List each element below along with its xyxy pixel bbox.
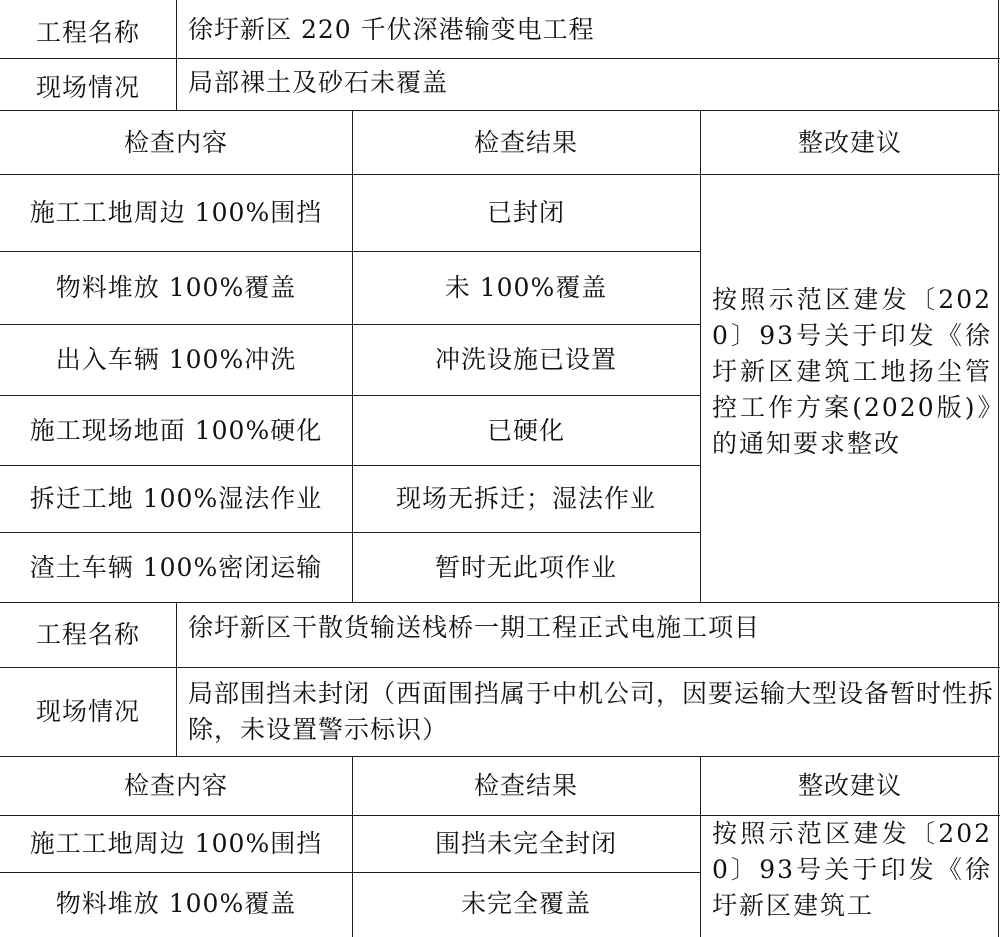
row-content: 施工工地周边 100%围挡 (29, 198, 323, 227)
situation-label: 现场情况 (35, 697, 140, 726)
situation-value: 局部裸土及砂石未覆盖 (188, 68, 449, 97)
situation-label: 现场情况 (35, 73, 140, 102)
header-advice: 整改建议 (797, 771, 902, 800)
row-result: 已硬化 (486, 416, 565, 445)
row-content: 施工工地周边 100%围挡 (29, 829, 323, 858)
row-content: 物料堆放 100%覆盖 (55, 889, 297, 918)
table-border (0, 395, 700, 396)
project-name-value: 徐圩新区干散货输送栈桥一期工程正式电施工项目 (188, 613, 761, 642)
header-check-result: 检查结果 (473, 771, 578, 800)
table-border (700, 110, 701, 602)
row-content: 施工现场地面 100%硬化 (29, 416, 323, 445)
table-border (352, 756, 353, 937)
table-border (352, 110, 353, 602)
table-border (176, 0, 177, 110)
table-border (0, 756, 1000, 757)
row-content: 出入车辆 100%冲洗 (55, 345, 297, 374)
table-border (0, 58, 1000, 59)
row-result: 暂时无此项作业 (434, 553, 617, 582)
row-content: 拆迁工地 100%湿法作业 (29, 484, 323, 513)
header-advice: 整改建议 (797, 128, 902, 157)
table-border (0, 815, 1000, 816)
row-result: 未完全覆盖 (460, 889, 591, 918)
header-check-content: 检查内容 (123, 771, 228, 800)
table-border (700, 756, 701, 937)
table-border (0, 110, 1000, 111)
advice-text: 按照示范区建发〔2020〕93号关于印发《徐圩新区建筑工 (712, 819, 992, 920)
project-name-label: 工程名称 (35, 18, 140, 47)
row-content: 物料堆放 100%覆盖 (55, 273, 297, 302)
row-result: 围挡未完全封闭 (434, 829, 617, 858)
project-name-value: 徐圩新区 220 千伏深港输变电工程 (188, 15, 595, 44)
project-name-label: 工程名称 (35, 620, 140, 649)
row-result: 冲洗设施已设置 (434, 345, 617, 374)
table-border (0, 465, 700, 466)
table-border (0, 324, 700, 325)
advice-cell (700, 282, 1000, 502)
row-result: 现场无拆迁；湿法作业 (395, 484, 656, 513)
row-content: 渣土车辆 100%密闭运输 (29, 553, 323, 582)
advice-cell (700, 816, 1000, 937)
table-border (176, 602, 177, 756)
table-border (0, 602, 1000, 603)
situation-text: 局部围挡未封闭（西面围挡属于中机公司，因要运输大型设备暂时性拆除，未设置警示标识） (188, 679, 995, 744)
situation-value (176, 670, 1000, 754)
table-border (0, 872, 700, 873)
table-border (0, 532, 700, 533)
row-result: 未 100%覆盖 (444, 273, 608, 302)
header-check-content: 检查内容 (123, 128, 228, 157)
advice-text: 按照示范区建发〔2020〕93号关于印发《徐圩新区建筑工地扬尘管控工作方案(2020版)》的通知要求整改 (712, 285, 992, 458)
table-border (0, 667, 1000, 668)
table-border (998, 0, 999, 937)
table-border (0, 251, 700, 252)
table-border (0, 174, 1000, 175)
row-result: 已封闭 (486, 198, 565, 227)
header-check-result: 检查结果 (473, 128, 578, 157)
